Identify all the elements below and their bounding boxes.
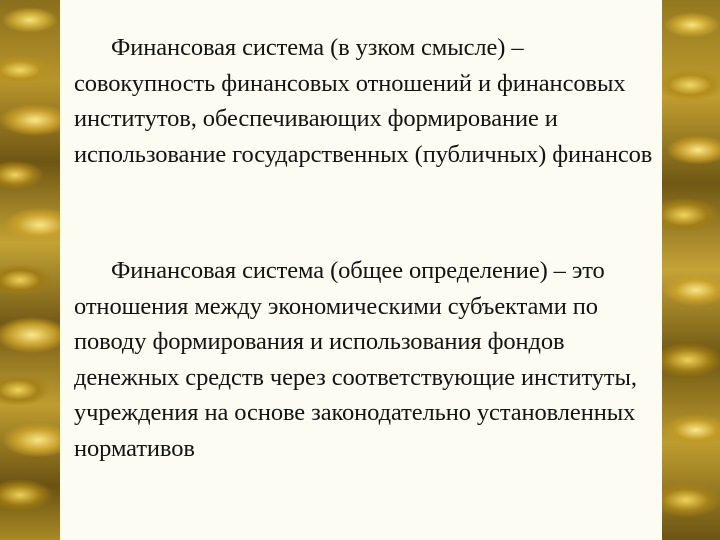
narrow-definition-paragraph: Финансовая система (в узком смысле) – совокупность финансовых отношений и финансовых институтов, обеспечивающих формирование и использование государственных (публичных) финансов xyxy=(74,34,653,168)
general-definition-paragraph: Финансовая система (общее определение) – это отношения между экономическими субъектами по поводу формирования и использования фондов денежных средств через соответствующие институты, учреждения на основе законодательно установленных нормативов xyxy=(74,257,637,462)
gold-coins-background-right xyxy=(662,0,720,540)
gold-coins-background-left xyxy=(0,0,60,540)
